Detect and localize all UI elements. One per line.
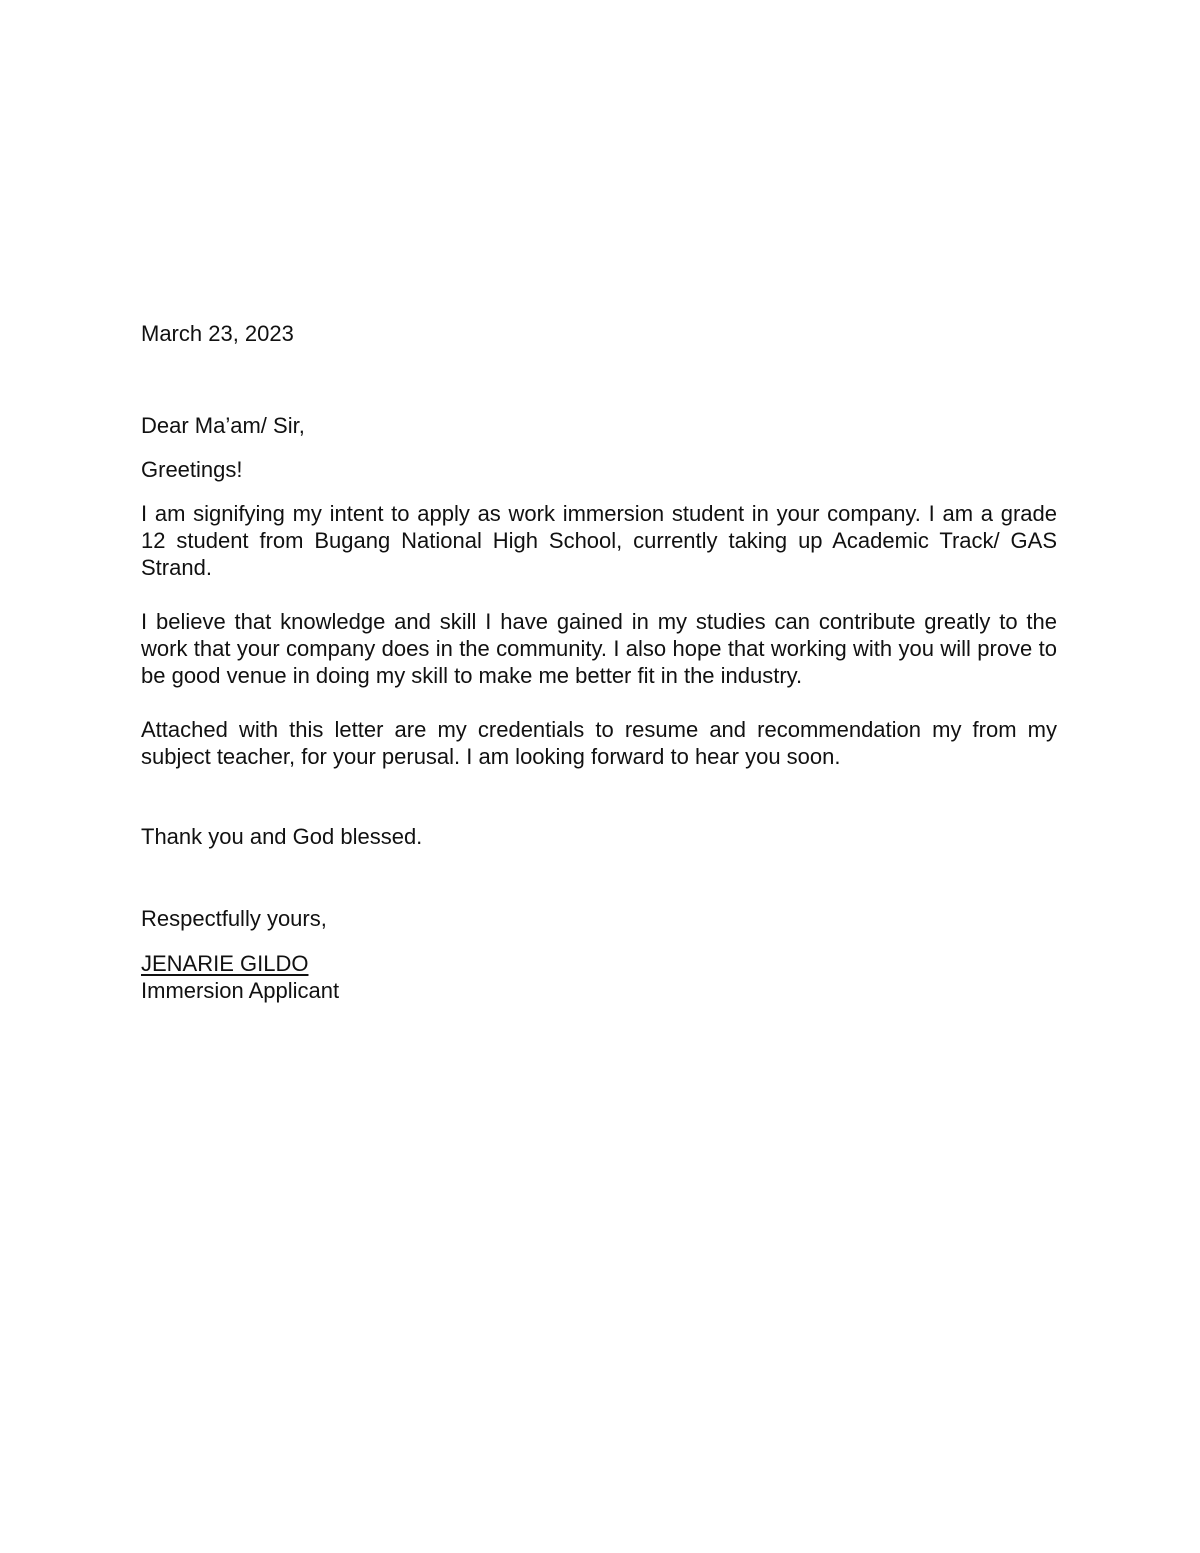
signature-block (141, 950, 1057, 1004)
paragraph-intent: I am signifying my intent to apply as work immersion student in your company. I am a grade 12 student from Bugang National High School, currently taking up Academic Track/ GAS Strand. (141, 501, 1057, 580)
letter-signoff: Respectfully yours, (141, 906, 327, 931)
letter-closing: Thank you and God blessed. (141, 824, 423, 849)
signer-name: JENARIE GILDO (141, 951, 309, 976)
letter-date: March 23, 2023 (141, 321, 294, 346)
paragraph-attachments: Attached with this letter are my credentials to resume and recommendation my from my subject teacher, for your perusal. I am looking forward to hear you soon. (141, 717, 1057, 769)
signer-title: Immersion Applicant (141, 978, 340, 1003)
letter-greeting: Greetings! (141, 457, 243, 482)
letter-salutation: Dear Ma’am/ Sir, (141, 413, 305, 438)
paragraph-skills: I believe that knowledge and skill I have gained in my studies can contribute greatly to the work that your company does in the community. I also hope that working with you will prove to be good venue in doing my skill to make me better fit in the industry. (141, 609, 1057, 688)
letter-body (141, 320, 1057, 1004)
